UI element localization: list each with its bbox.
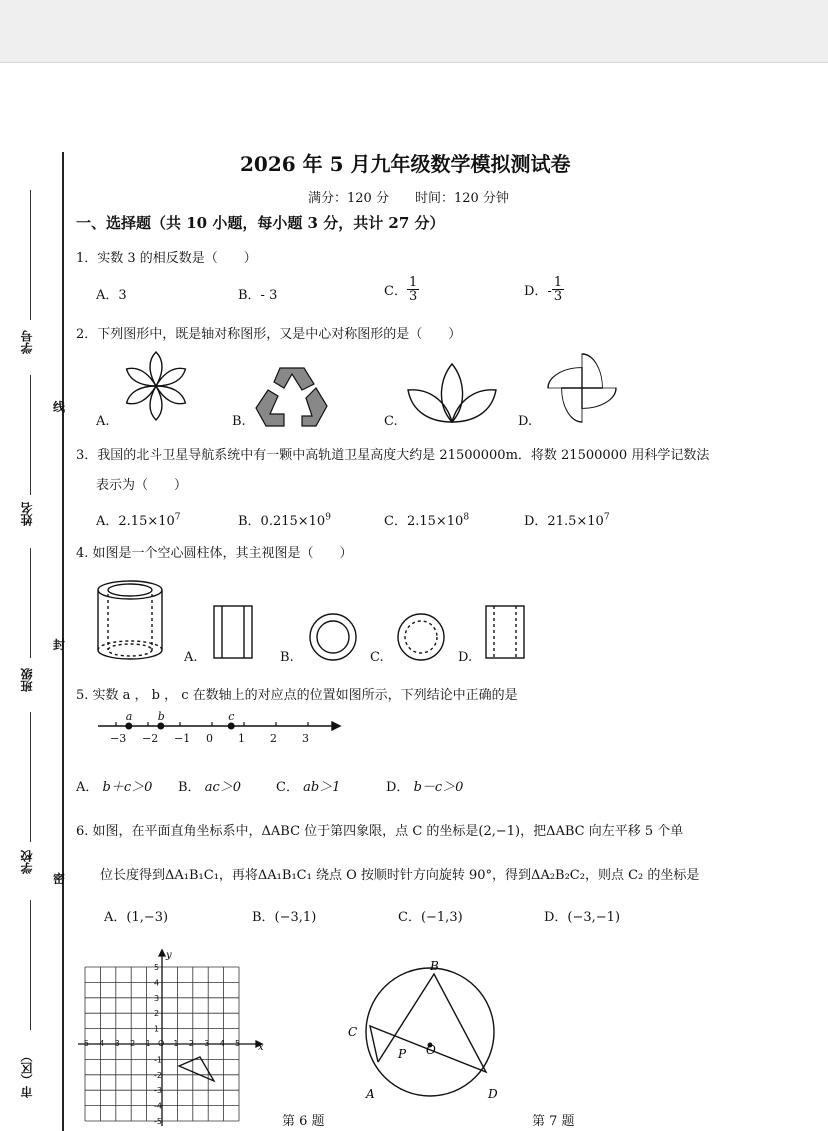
name-label: 姓名 [20,502,34,526]
fig7-label-a: A [366,1087,375,1101]
q5-option-b: B． ac＞0 [178,780,242,795]
fig6-x-tick-label: -4 [96,1039,105,1048]
q6-stem-continued: 位长度得到ΔA₁B₁C₁，再将ΔA₁B₁C₁ 绕点 O 按顺时针方向旋转 90°，得到ΔA₂B₂C₂，则点 C₂ 的坐标是 [100,868,700,883]
q1-c-numerator: 1 [408,275,418,290]
number-line-point-label: a [125,710,133,723]
q5-option-d: D． b－c＞0 [386,780,464,795]
q1-d-numerator: 1 [553,275,563,290]
school-label: 学校 [20,850,34,874]
number-line-point-label: c [228,710,235,723]
fig7-label-d: D [488,1087,498,1101]
fig6-x-tick-label: O [158,1039,165,1048]
city-label: 市（区） [20,1050,34,1098]
pinwheel-figure [542,352,624,422]
fig6-x-tick-label: -2 [127,1039,136,1048]
fig7-label-p: P [398,1047,407,1061]
browser-top-band [0,0,828,63]
q1-stem: 1．实数 3 的相反数是（ ） [76,251,257,266]
fig6-y-tick-label: 4 [154,978,160,988]
q6-option-b: B．(−3,1) [252,910,317,925]
number-line-tick-label: 0 [206,732,213,745]
number-line-tick-label: 2 [270,732,277,745]
q1-option-b: B．- 3 [238,288,278,303]
q4-view-d [484,604,528,660]
q5-option-a: A． b＋c＞0 [76,780,153,795]
q6-option-d: D．(−3,−1) [544,910,621,925]
student-no-fill-line [30,190,31,320]
q2-option-c: C. [384,414,398,429]
q3-option-d: D．$21.5\times 10^7$ [524,512,610,529]
q2-option-b: B. [232,414,246,429]
q6-stem: 6. 如图，在平面直角坐标系中，ΔABC 位于第四象限，点 C 的坐标是(2,−1)，把ΔABC 向左平移 5 个单 [76,824,684,839]
figure-7-circle [340,952,520,1108]
lotus-figure [406,362,498,426]
fig6-y-tick-label: -4 [154,1101,162,1111]
figure-6-caption: 第 6 题 [282,1114,325,1129]
q5-stem: 5. 实数 a ， b ， c 在数轴上的对应点的位置如图所示，下列结论中正确的是 [76,688,518,703]
q4-view-b [308,612,358,662]
q4-option-b: B. [280,650,294,665]
q2-option-d: D. [518,414,533,429]
class-fill-line [30,548,31,658]
fig6-y-tick-label: 3 [154,993,160,1003]
fig6-x-tick-label: 2 [188,1039,194,1048]
fig6-y-tick-label: 2 [154,1009,160,1019]
q1-d-denominator: 3 [553,289,563,304]
q4-view-c [396,612,446,662]
q5-option-c: C． ab＞1 [276,780,341,795]
hollow-cylinder-figure [94,578,168,664]
fig6-x-tick-label: -1 [142,1039,151,1048]
fig6-y-tick-label: 1 [154,1024,160,1034]
q2-stem: 2．下列图形中，既是轴对称图形，又是中心对称图形的是（ ） [76,327,462,342]
number-line-tick-label: −1 [174,732,191,745]
q2-option-a: A. [96,414,110,429]
section-heading: 一、选择题（共 10 小题，每小题 3 分，共计 27 分） [76,214,445,232]
q1-option-a: A．3 [96,288,127,303]
fig6-y-tick-label: -1 [154,1055,162,1065]
fig7-label-b: B [430,959,439,973]
fig6-y-tick-label: 5 [154,963,160,972]
number-line [96,708,346,748]
q6-option-a: A．(1,−3) [104,910,169,925]
q6-option-c: C．(−1,3) [398,910,463,925]
fig6-y-axis-label: y [166,950,172,961]
figure-6-coordinate-grid [76,950,270,1130]
fig6-y-tick-label: -5 [154,1117,162,1126]
school-fill-line [30,712,31,842]
q3-stem-continued: 表示为（ ） [96,478,188,493]
fig6-x-tick-label: 5 [235,1039,241,1048]
number-line-tick-label: −2 [142,732,159,745]
name-fill-line [30,375,31,495]
q1-c-denominator: 3 [408,289,418,304]
number-line-tick-label: 3 [302,732,309,745]
q4-view-a [212,604,256,660]
exam-title: 2026 年 5 月九年级数学模拟测试卷 [240,152,571,176]
seal-char-mi: 密 [53,872,66,886]
number-line-point-label: b [157,710,165,723]
class-label: 班级 [20,668,34,692]
q4-option-c: C. [370,650,384,665]
fig7-label-o: O [426,1043,436,1057]
number-line-tick-label: −3 [110,732,127,745]
fig6-x-tick-label: 4 [219,1039,225,1048]
fig6-x-tick-label: 1 [173,1039,179,1048]
number-line-point [157,723,164,730]
q3-stem: 3．我国的北斗卫星导航系统中有一颗中高轨道卫星高度大约是 21500000m．将数 21500000 用科学记数法 [76,448,710,463]
q4-option-a: A. [184,650,198,665]
student-no-label: 学号 [20,330,34,354]
recycle-figure [256,366,328,428]
seal-char-feng: 封 [53,638,66,652]
number-line-point [228,723,235,730]
fig6-x-tick-label: -3 [111,1039,120,1048]
q3-option-b: B．$0.215\times 10^9$ [238,512,331,529]
q4-option-d: D. [458,650,473,665]
flower-figure [118,350,194,422]
fig6-x-axis-label: x [258,1042,264,1053]
fig6-y-tick-label: -2 [154,1070,162,1080]
fig7-label-c: C [348,1025,358,1039]
exam-subtitle: 满分：120 分 时间：120 分钟 [308,191,509,206]
city-fill-line [30,900,31,1030]
q3-option-c: C．$2.15\times 10^8$ [384,512,470,529]
seal-char-xian: 线 [53,400,66,414]
number-line-tick-label: 1 [238,732,245,745]
fig6-y-tick-label: -3 [154,1086,162,1096]
q4-stem: 4. 如图是一个空心圆柱体，其主视图是（ ） [76,546,353,561]
figure-7-caption: 第 7 题 [532,1114,575,1129]
fig6-x-tick-label: 3 [204,1039,210,1048]
number-line-point [125,723,132,730]
q1-option-d: D．- $\frac{1}{3}$ [524,275,563,304]
q1-option-c: C． $\frac{1}{3}$ [384,275,418,304]
q3-option-a: A．$2.15\times 10^7$ [96,512,181,529]
fig6-x-tick-label: -5 [81,1039,89,1048]
